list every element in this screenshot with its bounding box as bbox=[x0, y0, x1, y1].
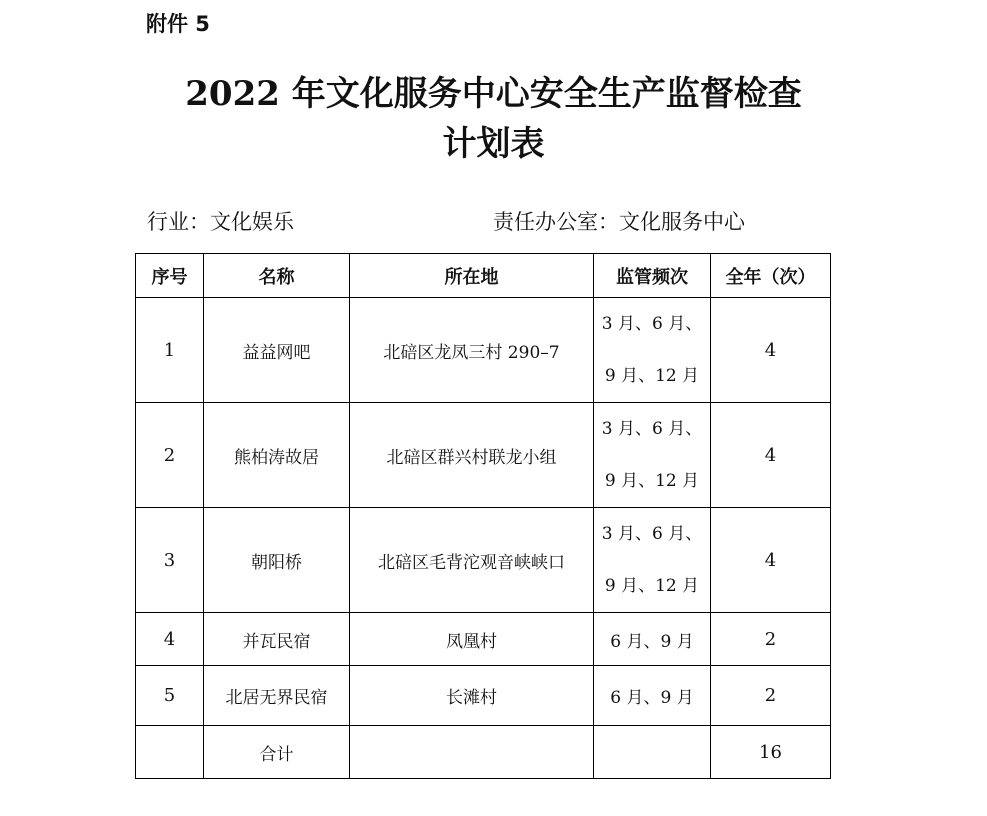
row-location: 长滩村 bbox=[350, 666, 594, 726]
row-no: 2 bbox=[136, 403, 204, 508]
row-name: 朝阳桥 bbox=[204, 508, 350, 613]
row-total: 2 bbox=[711, 613, 831, 666]
row-frequency bbox=[594, 508, 711, 613]
row-location: 北碚区龙凤三村 290–7 bbox=[350, 298, 594, 403]
sum-label: 合计 bbox=[204, 726, 350, 779]
row-no: 1 bbox=[136, 298, 204, 403]
row-total: 4 bbox=[711, 508, 831, 613]
row-location: 凤凰村 bbox=[350, 613, 594, 666]
row-frequency bbox=[594, 403, 711, 508]
industry-label: 行业：文化娱乐 bbox=[147, 210, 294, 234]
table-row bbox=[136, 666, 831, 726]
frequency-line: 9 月、12 月 bbox=[604, 471, 700, 491]
table-row bbox=[136, 613, 831, 666]
document-title-line2: 计划表 bbox=[442, 124, 545, 164]
sum-location bbox=[350, 726, 594, 779]
frequency-line: 3 月、6 月、 bbox=[601, 524, 703, 544]
frequency-line: 3 月、6 月、 bbox=[601, 314, 703, 334]
header-total: 全年（次） bbox=[711, 254, 831, 298]
document-title: 2022 年文化服务中心安全生产监督检查 bbox=[185, 74, 802, 114]
row-total: 4 bbox=[711, 403, 831, 508]
row-location: 北碚区毛背沱观音峡峡口 bbox=[350, 508, 594, 613]
frequency-line: 9 月、12 月 bbox=[604, 366, 700, 386]
header-no: 序号 bbox=[136, 254, 204, 298]
row-total: 4 bbox=[711, 298, 831, 403]
row-name: 益益网吧 bbox=[204, 298, 350, 403]
table-row bbox=[136, 298, 831, 403]
row-location: 北碚区群兴村联龙小组 bbox=[350, 403, 594, 508]
row-name: 并瓦民宿 bbox=[204, 613, 350, 666]
sum-total: 16 bbox=[711, 726, 831, 779]
attachment-label: 附件 5 bbox=[146, 12, 210, 36]
row-frequency: 6 月、9 月 bbox=[594, 666, 711, 726]
office-label: 责任办公室：文化服务中心 bbox=[493, 210, 745, 234]
frequency-line: 9 月、12 月 bbox=[604, 576, 700, 596]
sum-no bbox=[136, 726, 204, 779]
table-header-row bbox=[136, 254, 831, 298]
table-sum-row bbox=[136, 726, 831, 779]
row-no: 4 bbox=[136, 613, 204, 666]
inspection-plan-table bbox=[135, 253, 831, 779]
row-frequency: 6 月、9 月 bbox=[594, 613, 711, 666]
sum-frequency bbox=[594, 726, 711, 779]
row-name: 北居无界民宿 bbox=[204, 666, 350, 726]
row-name: 熊柏涛故居 bbox=[204, 403, 350, 508]
row-no: 5 bbox=[136, 666, 204, 726]
header-name: 名称 bbox=[204, 254, 350, 298]
frequency-line: 3 月、6 月、 bbox=[601, 419, 703, 439]
table-row bbox=[136, 403, 831, 508]
row-no: 3 bbox=[136, 508, 204, 613]
table-row bbox=[136, 508, 831, 613]
row-frequency bbox=[594, 298, 711, 403]
row-total: 2 bbox=[711, 666, 831, 726]
header-frequency: 监管频次 bbox=[594, 254, 711, 298]
header-location: 所在地 bbox=[350, 254, 594, 298]
